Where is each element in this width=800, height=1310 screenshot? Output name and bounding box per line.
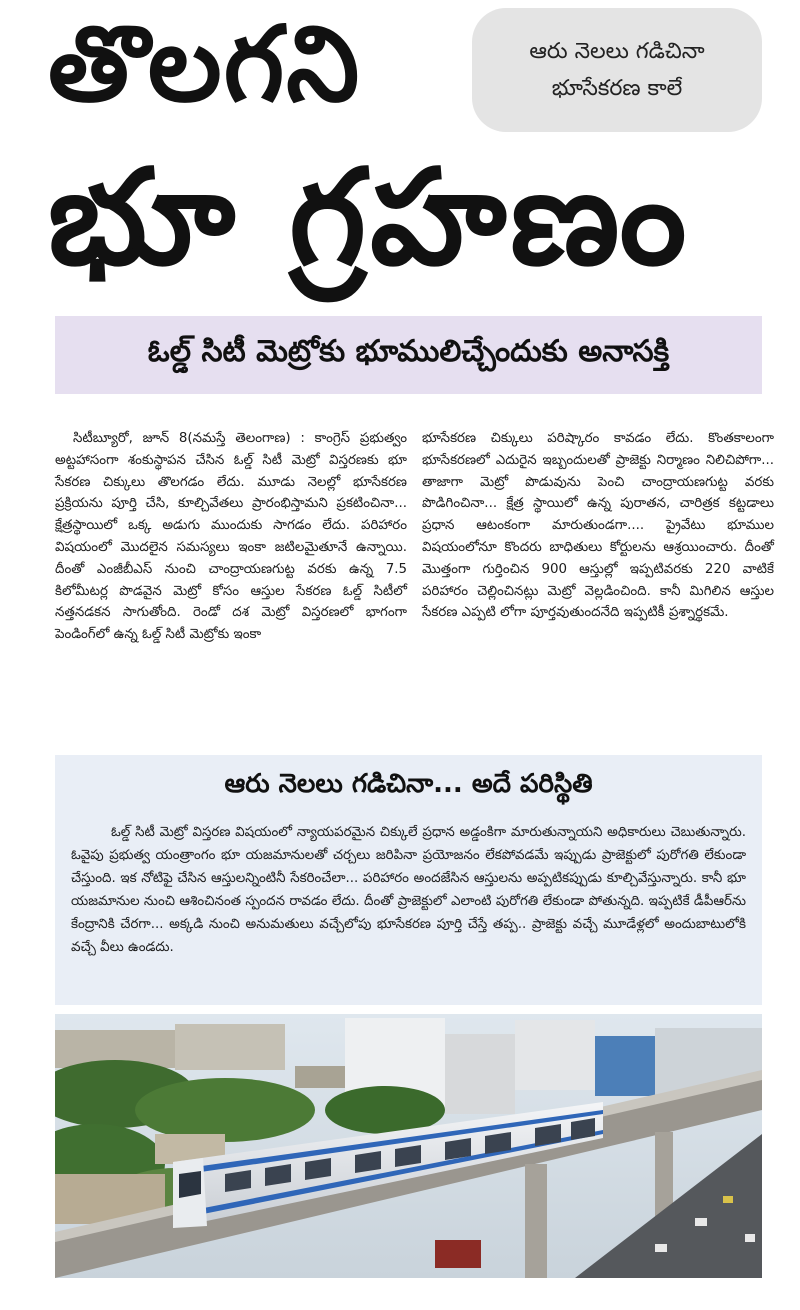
sidebar-heading: ఆరు నెలలు గడిచినా... అదే పరిస్థితి <box>224 769 593 799</box>
headline-line-2: భూ గ్రహణం <box>48 141 691 295</box>
sidebar-text: ఓల్డ్ సిటీ మెట్రో విస్తరణ విషయంలో న్యాయపరమైన చిక్కులే ప్రధాన అడ్డంకిగా మారుతున్నాయని అధికారులు చెబుతున్నారు. ఓవైపు ప్రభుత్వ యంత్రాంగం భూ యజమానులతో చర్చలు జరిపినా ప్రయోజనం లేకపోవడమే ఇప్పుడు ప్రాజెక్టులో పురోగతి లేకుండా చేస్తుంది. ఇక నోటిఫై చేసిన ఆస్తులన్నింటినీ సేకరించేలా... పరిహారం అందజేసిన ఆస్తులను అప్పటికప్పుడు కూల్చివేస్తున్నారు. కానీ భూ యజమానుల నుంచి ఆశించినంత స్పందన రావడం లేదు. దీంతో ప్రాజెక్టులో ఎలాంటి పురోగతి లేకుండా పోతున్నది. ఇప్పటికే డీపీఆర్‌ను కేంద్రానికి చేరగా... అక్కడి నుంచి అనుమతులు వచ్చేలోపు భూసేకరణ పూర్తి చేస్తే తప్ప.. ప్రాజెక్టు వచ్చే మూడేళ్లలో అందుబాటులోకి వచ్చే వీలు ఉండదు. <box>71 825 746 955</box>
metro-train-illustration <box>55 1014 762 1278</box>
article-column-left <box>55 428 407 646</box>
deck-text: ఓల్డ్ సిటీ మెట్రోకు భూములిచ్చేందుకు అనాసక్తి <box>147 334 670 369</box>
article-paragraph-left: సిటీబ్యూరో, జూన్ 8(నమస్తే తెలంగాణ) : కాంగ్రెస్ ప్రభుత్వం అట్టహాసంగా శంకుస్థాపన చేసిన ఓల్డ్ సిటీ మెట్రో విస్తరణకు భూ సేకరణ చిక్కులు తొలగడం లేదు. మూడు నెలల్లో భూసేకరణ ప్రక్రియను పూర్తి చేసి, కూల్చివేతలు ప్రారంభిస్తామని ప్రకటించినా... క్షేత్రస్థాయిలో ఒక్క అడుగు ముందుకు సాగడం లేదు. పరిహారం విషయంలో మొదలైన సమస్యలు ఇంకా జటిలమైతూనే ఉన్నాయి. దీంతో ఎంజీబీఎస్ నుంచి చాంద్రాయణగుట్ట వరకు ఉన్న 7.5 కిలోమీటర్ల పొడవైన మెట్రో కోసం ఆస్తుల సేకరణ ఓల్డ్ సిటీలో నత్తనడకన సాగుతోంది. రెండో దశ మెట్రో విస్తరణలో భాగంగా పెండింగ్‌లో ఉన్న ఓల్డ్ సిటీ మెట్రోకు ఇంకా <box>55 431 407 643</box>
kicker-line-1: ఆరు నెలలు గడిచినా <box>529 38 705 64</box>
article-column-right <box>422 428 774 624</box>
kicker-box <box>472 8 762 132</box>
subheadline-deck <box>55 316 762 394</box>
sidebar-box <box>55 755 762 1005</box>
article-paragraph-right: భూసేకరణ చిక్కులు పరిష్కారం కావడం లేదు. కొంతకాలంగా భూసేకరణలో ఎదురైన ఇబ్బందులతో ప్రాజెక్టు నిర్మాణం నిలిచిపోగా... తాజాగా మెట్రో పొడువును పెంచి చాంద్రాయణగుట్ట వరకు పొడిగించినా... క్షేత్ర స్థాయిలో ఉన్న పురాతన, చారిత్రక కట్టడాలు ప్రధాన ఆటంకంగా మారుతుండగా.... ప్రైవేటు భూముల విషయంలోనూ కొందరు బాధితులు కోర్టులను ఆశ్రయించారు. దీంతో మొత్తంగా గుర్తించిన 900 ఆస్తుల్లో ఇప్పటివరకు 220 వాటికే పరిహారం చెల్లించినట్లు మెట్రో వెల్లడించింది. కానీ మిగిలిన ఆస్తుల సేకరణ ఎప్పటి లోగా పూర్తవుతుందనేది ఇప్పటికీ ప్రశ్నార్థకమే. <box>422 431 774 621</box>
headline-line-1: తొలగని <box>48 3 362 125</box>
kicker-line-2: భూసేకరణ కాలే <box>551 76 683 101</box>
metro-train-photo <box>55 1014 762 1278</box>
